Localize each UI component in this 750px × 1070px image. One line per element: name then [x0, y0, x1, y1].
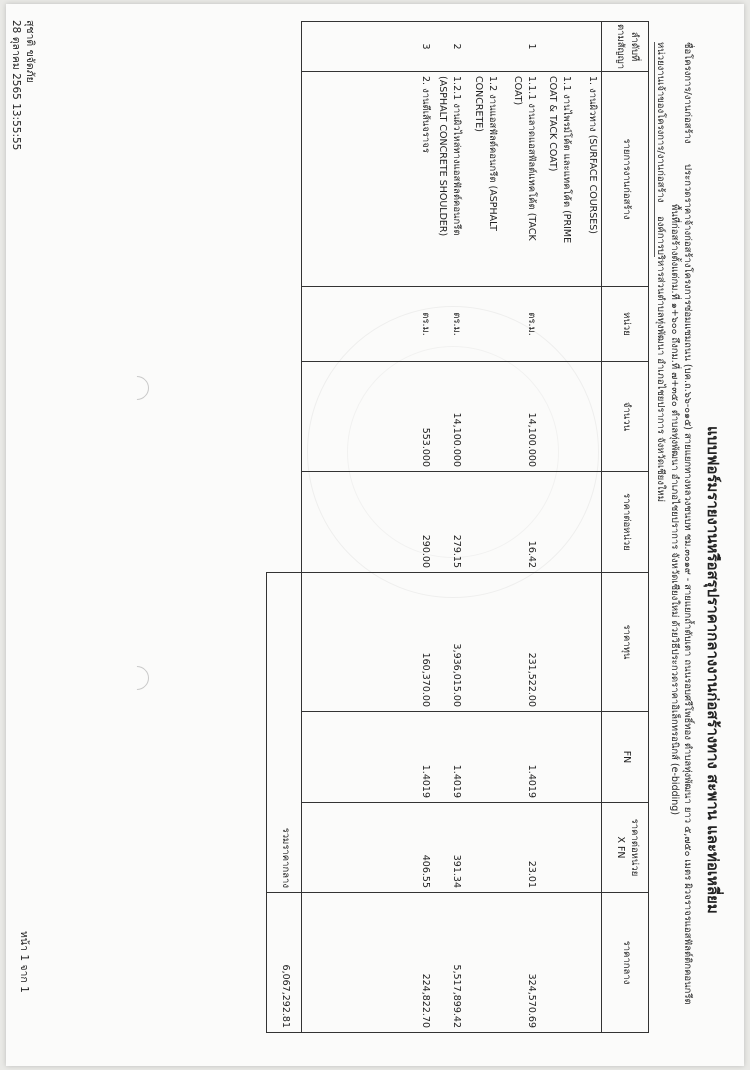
- vline-1: [302, 71, 649, 72]
- item-121-text-a: 1.2.1 งานผิวไหล่ทางแอสฟัลต์คอนกรีต: [451, 76, 462, 236]
- row-qty: 553.000: [420, 427, 431, 467]
- vline-6: [302, 711, 649, 712]
- sub-11-text-b: COAT & TACK COAT): [547, 76, 558, 172]
- row-fn: 1.4019: [420, 764, 431, 798]
- owner-value: องค์การบริหารส่วนตำบลทุ่งพัฒนา อำเภอไชยปราการ จังหวัดเชียงใหม่: [655, 216, 666, 503]
- row-cost: 3,936,015.00: [451, 643, 462, 707]
- row-qty: 14,100.000: [526, 412, 537, 467]
- row-fn: 1.4019: [526, 764, 537, 798]
- item-111-text-b: COAT): [512, 76, 523, 106]
- col-qty: จำนวน: [621, 401, 632, 432]
- rotated-sheet: [11, 6, 739, 1064]
- punch-hole-mark: [120, 371, 154, 405]
- item-111-text-a: 1.1.1 งานลาดแอสฟัลต์แทคโค้ต (TACK: [526, 76, 537, 241]
- sum-value: 6,067,292.81: [280, 964, 291, 1028]
- footer-date: 28 ตุลาคม 2565 13:55:55: [10, 20, 22, 151]
- col-fn: FN: [621, 750, 632, 764]
- scanned-page: [6, 4, 744, 1066]
- row-total: 5,517,899.42: [451, 964, 462, 1028]
- row-unit-price: 279.15: [451, 534, 462, 568]
- tbl-top: [648, 21, 649, 1032]
- row-price-fn: 23.01: [526, 860, 537, 888]
- row-no: 3: [420, 43, 431, 50]
- project-label: ชื่อโครงการ/งานก่อสร้าง: [682, 42, 693, 144]
- row-unit-price: 16.42: [526, 540, 537, 568]
- punch-hole-mark: [120, 661, 154, 695]
- row-cost: 160,370.00: [420, 652, 431, 707]
- vline-3: [302, 361, 649, 362]
- row-price-fn: 391.34: [451, 854, 462, 888]
- col-unit-price: ราคาต่อหน่วย: [621, 493, 632, 551]
- col-unit: หน่วย: [621, 312, 632, 336]
- row-unit: ตร.ม.: [526, 312, 537, 336]
- row-total: 324,570.69: [526, 973, 537, 1028]
- sub-12-text-a: 1.2 งานแอสฟัลต์คอนกรีต (ASPHALT: [487, 76, 498, 231]
- vline-4: [302, 471, 649, 472]
- vline-9: [266, 1032, 649, 1033]
- row-qty: 14,100.000: [451, 412, 462, 467]
- sub-12-text-b: CONCRETE): [473, 76, 484, 132]
- item-121-text-b: (ASPHALT CONCRETE SHOULDER): [437, 76, 448, 237]
- row-unit-price: 290.00: [420, 534, 431, 568]
- page-info: หน้า 1 จาก 1: [18, 931, 30, 993]
- row-price-fn: 406.55: [420, 854, 431, 888]
- col-price-fn-l1: ราคาต่อหน่วย: [629, 818, 640, 877]
- col-no-l1: ลำดับที่: [629, 31, 640, 62]
- row-no: 2: [451, 43, 462, 50]
- row-total: 224,822.70: [420, 973, 431, 1028]
- col-price-fn-l2: X FN: [615, 836, 626, 859]
- col-item: รายการงานก่อสร้าง: [621, 138, 632, 220]
- group-2-text: 2. งานตีเส้นจราจร: [420, 76, 431, 153]
- row-fn: 1.4019: [451, 764, 462, 798]
- owner-underline: [654, 42, 655, 257]
- vline-7: [302, 802, 649, 803]
- col-cost: ราคาทุน: [621, 624, 632, 660]
- area-line: พื้นที่ก่อสร้างตั้งแต่กม.ที่ ๑+๖๐๐ ถึงกม.ที่ ๗+๓๕๐ ตำบลทุ่งพัฒนา อำเภอไชยปราการ จังหวัดเชียงใหม่ ด้วยวิธีประกวดราคาอิเล็กทรอนิกส์ (e-bidding): [669, 204, 680, 816]
- project-value: ประกวดราคาจ้างก่อสร้างโครงการซ่อมแซมถนน (บค.ถ.๖๖-๐๑๕) สายแยกทางหลวงชนบท ชม.๓๐๑๙ - สายแยกถ้ำตับเตา ถนนรอบศรีโพธิ์ทอง ตำบลทุ่งพัฒนา ยาว ๕,๗๕๐ เมตร ผิวจราจรแอสฟัลต์ติกคอนกรีต: [682, 164, 693, 1005]
- tbl-sum-bottom: [266, 572, 267, 1032]
- col-total: ราคากลาง: [621, 940, 632, 985]
- vline-0: [302, 21, 649, 22]
- tbl-header-bottom: [601, 21, 602, 1032]
- doc-title: แบบฟอร์มรายงานหรือสรุปราคากลางงานก่อสร้างทาง สะพาน และท่อเหลี่ยม: [704, 426, 722, 914]
- col-no-l2: ตามสัญญา: [615, 23, 626, 70]
- owner-label: หน่วยงานเจ้าของโครงการ/งานก่อสร้าง: [655, 42, 666, 203]
- row-cost: 231,522.00: [526, 652, 537, 707]
- group-1-text: 1. งานผิวทาง (SURFACE COURSES): [587, 76, 598, 235]
- vline-2: [302, 286, 649, 287]
- tbl-body-bottom: [301, 21, 302, 1032]
- row-unit: ตร.ม.: [451, 312, 462, 336]
- sub-11-text-a: 1.1 งานไพรม์โค้ต และแทคโค้ต (PRIME: [561, 76, 572, 244]
- sum-label: รวมราคากลาง: [280, 827, 291, 888]
- row-no: 1: [526, 43, 537, 50]
- row-unit: ตร.ม.: [420, 312, 431, 336]
- footer-name: สุชาติ ขจัดภัย: [24, 20, 36, 83]
